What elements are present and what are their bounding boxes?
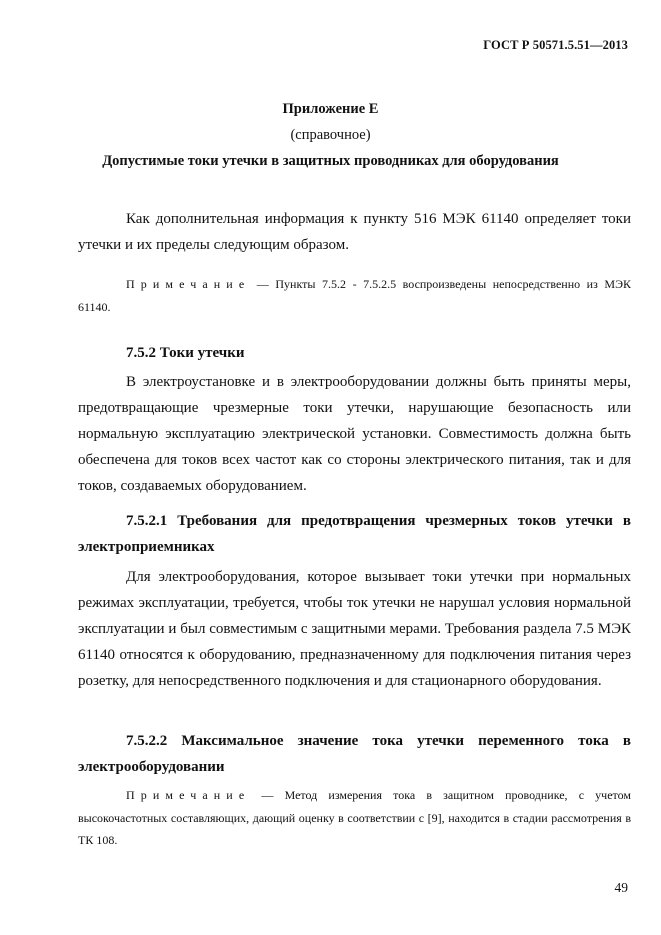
appendix-type: (справочное) xyxy=(290,127,371,143)
section-7-5-2-text: В электроустановке и в электрооборудовании должны быть приняты меры, предотвращающие чрезмерные токи утечки, нарушающие безопасность или нормальную эксплуатацию электрической установки. Совместимость должна быть обеспечена для токов всех частот как со стороны электрического питания, так и для токов, создаваемых оборудованием. xyxy=(78,374,631,494)
note-1 xyxy=(78,273,631,318)
section-7-5-2-1-text: Для электрооборудования, которое вызывает токи утечки при нормальных режимах эксплуатации, требуется, чтобы ток утечки не нарушал условия нормальной эксплуатации и был совместимым с защитными мерами. Требования раздела 7.5 МЭК 61140 относятся к оборудованию, предназначенному для подключения питания через розетку, для непосредственного подключения и для стационарного оборудования. xyxy=(78,569,631,689)
page-number: 49 xyxy=(614,880,628,895)
intro-paragraph: Как дополнительная информация к пункту 516 МЭК 61140 определяет токи утечки и их пределы следующим образом. xyxy=(78,211,631,253)
appendix-heading: Допустимые токи утечки в защитных проводниках для оборудования xyxy=(102,153,559,169)
section-7-5-2-1-heading: 7.5.2.1 Требования для предотвращения чрезмерных токов утечки в электроприемниках xyxy=(78,513,631,555)
note-2-label: Примечание xyxy=(126,788,251,802)
note-1-dash: — xyxy=(250,277,276,291)
note-2-text: Метод измерения тока в защитном проводнике, с учетом высокочастотных составляющих, дающий оценку в соответствии с [9], находится в стадии рассмотрения в ТК 108. xyxy=(78,788,631,847)
section-7-5-2-2-heading: 7.5.2.2 Максимальное значение тока утечки переменного тока в электрооборудовании xyxy=(78,733,631,775)
note-2-dash: — xyxy=(250,788,285,802)
appendix-title: Приложение Е xyxy=(282,101,379,117)
note-1-text: Пункты 7.5.2 - 7.5.2.5 воспроизведены непосредственно из МЭК 61140. xyxy=(78,277,631,314)
section-7-5-2-heading: 7.5.2 Токи утечки xyxy=(126,345,245,361)
standard-code: ГОСТ Р 50571.5.51—2013 xyxy=(483,38,628,52)
note-2 xyxy=(78,784,631,852)
note-1-label: Примечание xyxy=(126,277,251,291)
